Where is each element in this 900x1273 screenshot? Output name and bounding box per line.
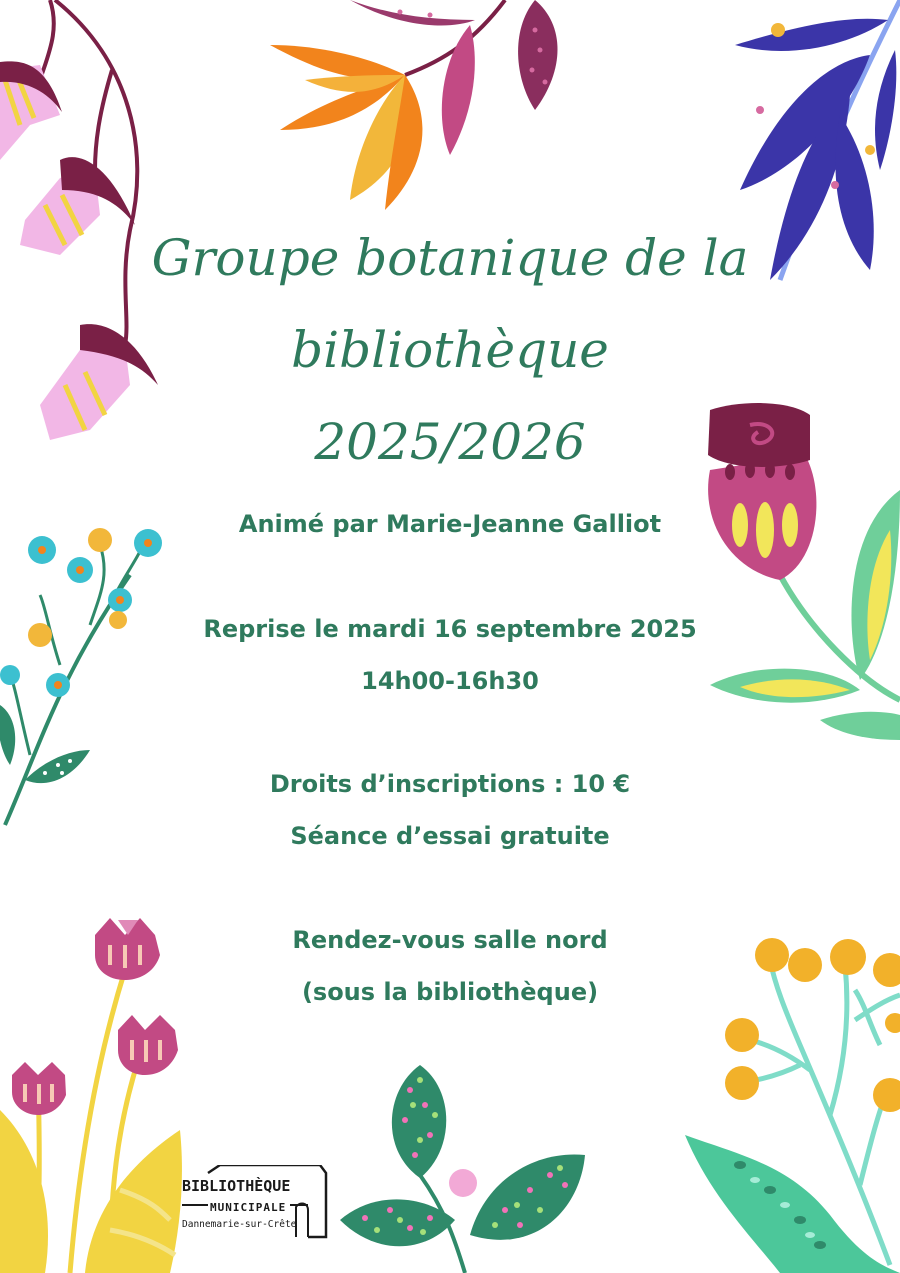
library-logo bbox=[180, 1165, 330, 1240]
schedule-block bbox=[0, 603, 900, 707]
host-text: Animé par Marie-Jeanne Galliot bbox=[238, 510, 662, 538]
logo-line-3: Dannemarie-sur-Crête bbox=[182, 1219, 297, 1230]
magenta-leaves-icon bbox=[340, 0, 570, 160]
title-line-2: bibliothèque bbox=[291, 321, 609, 379]
poster-title bbox=[0, 212, 900, 488]
fee-text: Droits d’inscriptions : 10 € bbox=[269, 770, 631, 798]
resume-date-text: Reprise le mardi 16 septembre 2025 bbox=[203, 615, 697, 643]
meeting-place-detail-text: (sous la bibliothèque) bbox=[301, 978, 599, 1006]
host-block bbox=[0, 498, 900, 550]
fee-block bbox=[0, 758, 900, 862]
meeting-block bbox=[0, 914, 900, 1018]
meeting-place-text: Rendez-vous salle nord bbox=[292, 926, 608, 954]
logo-line-2: MUNICIPALE bbox=[210, 1201, 287, 1214]
title-line-1: Groupe botanique de la bbox=[151, 229, 749, 287]
title-line-3: 2025/2026 bbox=[314, 413, 586, 471]
trial-text: Séance d’essai gratuite bbox=[290, 822, 610, 850]
spotted-leaves-icon bbox=[335, 1060, 590, 1273]
logo-line-1: BIBLIOTHÈQUE bbox=[182, 1177, 291, 1195]
hours-text: 14h00-16h30 bbox=[361, 667, 539, 695]
